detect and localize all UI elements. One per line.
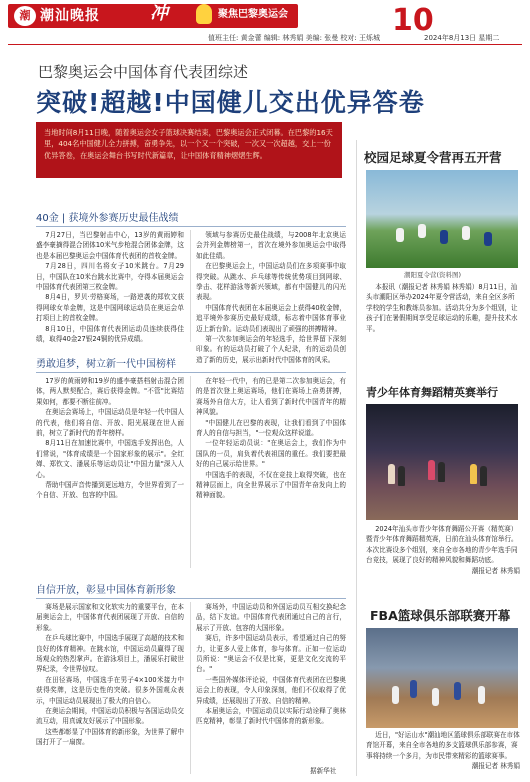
brand-name: 潮汕晚报 [40, 8, 100, 24]
section-heading-3: 自信开放，彰显中国体育新形象 [36, 585, 176, 596]
section-2-column-2 [196, 376, 346, 568]
lead-text: 当地时间8月11日晚，随着奥运会女子篮球决赛结束，巴黎奥运会正式闭幕。在巴黎的16天里，404名中国健儿全力拼搏，奋勇争先，以一个又一个突破，一次又一次超越，交上一份优异答卷，在奥运会舞台书写时代新篇章，让中国体育精神熠熠生辉。 [44, 128, 333, 160]
paragraph: 中国体育代表团在本届奥运会上获得40枚金牌，追平境外参赛历史最好成绩，标志着中国体育事业迈上新台阶。运动员们表现出了顽强的拼搏精神。 [196, 303, 346, 333]
section-heading-2: 勇敢追梦，树立新一代中国榜样 [36, 359, 176, 370]
mascot-icon [196, 4, 212, 24]
paragraph: 领域与参赛历史最佳战绩，与2008年北京奥运会并列金牌榜第一，首次在境外参加奥运会中取得如此佳绩。 [196, 231, 346, 260]
paragraph: 8月10日，中国体育代表团运动员连续获得佳绩，取得40金27银24铜的优异成绩。 [36, 324, 184, 344]
section-1-column-2 [196, 230, 346, 364]
football-camp-photo [366, 170, 518, 268]
paragraph: 赛场外，中国运动员和外国运动员互相交换纪念品，结下友谊。中国体育代表团通过自己的言行，展示了开放、包容的大国形象。 [196, 603, 346, 632]
paragraph: 第一次参加奥运会的年轻选手，给世界留下深刻印象。有的运动员打破了个人纪录，有的运动员创造了新的历史，展示出新时代中国体育的风采。 [196, 335, 346, 364]
issue-date: 2024年8月13日 星期二 [424, 34, 500, 42]
paragraph: 8月11日在加速比赛中，中国选手发挥出色，人们常说，"体育成绩是一个国家形象的展示"。全红婵、郑钦文、潘展乐等运动员让"中国力量"深入人心。 [36, 439, 184, 479]
section-rule-3 [36, 598, 346, 599]
column-divider [190, 230, 191, 342]
right-story-1-body: 本报讯（潮报记者 林秀娟 林秀娟）8月11日，汕头市潮阳区举办2024年夏令营活动，来自全区多所学校的学生和教练员参加。活动共分为多个组别，让孩子们在暑假期间享受足球运动的乐趣，提升技术水平。 [366, 283, 518, 333]
paragraph: 在奥运会赛场上，中国运动员是年轻一代中国人的代表，他们将自信、开放、阳光展现在世人面前，树立了新时代的青年榜样。 [36, 408, 184, 438]
section-3-byline: 据新华社 [310, 767, 337, 775]
paragraph: 一位年轻运动员说："在奥运会上，我们作为中国队的一员，肩负着代表祖国的重任。我们要把最好的自己展示给世界。" [196, 439, 346, 469]
main-column-divider [356, 140, 357, 776]
paragraph: 本届奥运会，中国运动员以实际行动诠释了奥林匹克精神，彰显了新时代中国体育的新形象。 [196, 707, 346, 726]
paragraph: 赛场是展示国家和文化软实力的重要平台，在本届奥运会上，中国体育代表团展现了开放、自信的形象。 [36, 603, 184, 632]
paragraph: 在巴黎奥运会上，中国运动员们在多项赛事中取得突破。从跳水、乒乓球等传统优势项目到网球、拳击、花样游泳等新兴领域，都有中国健儿的闪光表现。 [196, 262, 346, 302]
right-story-1-heading: 校园足球夏令营再五开营 [364, 150, 502, 165]
paragraph: 中国选手的表现，不仅在竞技上取得突破，也在精神层面上，向全世界展示了中国青年奋发向上的精神面貌。 [196, 470, 346, 500]
body-text: 近日，"好运山水"潮汕地区篮球俱乐部联赛在市体育馆开幕，来自全市各地的多支篮球俱乐部参赛，赛事将持续一个多月，为市民带来精彩的篮球赛事。 [366, 731, 520, 760]
section-rule-1 [36, 226, 346, 227]
section-rule-2 [36, 372, 346, 373]
paragraph: 在田径赛场，中国选手在男子4×100米接力中获得奖牌，这是历史性的突破。很多外国观众表示，中国运动员展现出了极大的自信心。 [36, 675, 184, 705]
right-story-3-heading: FBA篮球俱乐部联赛开幕 [370, 608, 511, 623]
paragraph: 赛后，许多中国运动员表示，希望通过自己的努力，让更多人爱上体育，参与体育。正如一位运动员所说："奥运会不仅是比赛，更是文化交流的平台。" [196, 634, 346, 674]
paragraph: 一些国外媒体评论说，中国体育代表团在巴黎奥运会上的表现，令人印象深刻，他们不仅取得了优异成绩，还展现出了开放、自信的精神。 [196, 675, 346, 705]
column-divider [190, 602, 191, 774]
headline-kicker: 巴黎奥运会中国体育代表团综述 [38, 63, 249, 81]
byline: 潮报记者 林秀娟 [471, 762, 520, 771]
page-number: 10 [392, 3, 434, 38]
dance-competition-photo [366, 404, 518, 520]
right-story-3-body [366, 730, 520, 776]
paragraph: 在乒乓球比赛中，中国选手展现了高超的技术和良好的体育精神。在跳水馆，中国运动员赢得了现场观众的热烈掌声。在游泳项目上，潘展乐打破世界纪录，令世界惊叹。 [36, 634, 184, 674]
paragraph: 这些都彰显了中国体育的新形象，为世界了解中国打开了一扇窗。 [36, 727, 184, 747]
right-story-2-heading: 青少年体育舞蹈精英赛举行 [366, 386, 498, 399]
section-2-column-1 [36, 376, 184, 568]
paragraph: 帮助中国声音传播到更远地方，令世界看到了一个自信、开放、包容的中国。 [36, 481, 184, 500]
basketball-photo [366, 628, 518, 728]
paragraph: 在奥运会期间，中国运动员积极与各国运动员交流互动，用真诚友好展示了中国形象。 [36, 707, 184, 726]
section-1-column-1 [36, 230, 184, 342]
masthead-rule [8, 44, 522, 45]
column-divider [190, 376, 191, 568]
column-subtitle: 聚焦巴黎奥运会 [218, 9, 288, 20]
right-story-2-body [366, 524, 520, 576]
brand-logo-icon: 潮 [14, 6, 36, 26]
staff-credits: 值班主任: 黄金蕾 编辑: 林秀娟 美编: 张曼 校对: 王烁城 [208, 34, 381, 42]
section-3-column-2 [196, 602, 346, 764]
paragraph: 17岁的黄雨婷和19岁的盛李豪搭档射击混合团体，两人默契配合，赛后获得金牌。"不管"比赛结果如何，都要不断往前冲。 [36, 377, 184, 406]
page-headline: 突破!超越!中国健儿交出优异答卷 [36, 88, 425, 117]
section-heading-1: 40金 | 获境外参赛历史最佳战绩 [36, 213, 179, 224]
paragraph: 7月27日，当巴黎射击中心，13岁的黄雨婷和盛李豪摘得混合团体10米气步枪混合团体金牌，这也是本届巴黎奥运会中国体育代表团的首枚金牌。 [36, 231, 184, 260]
section-3-column-1 [36, 602, 184, 774]
body-text: 2024年汕头市青少年体育舞蹈公开赛（精英赛）暨青少年体育舞蹈精英赛，日前在汕头体育馆举行。本次比赛设多个组别，来自全市各地的青少年选手同台竞技，展现了良好的精神风貌和舞蹈功底。 [366, 525, 518, 565]
paragraph: 7月28日，四川名将女子10米跳台。7月29日，中国队在10米台跳水比赛中，夺得本届奥运会中国体育代表团第三枚金牌。 [36, 262, 184, 292]
photo-caption: 潮阳夏令营(资料图) [404, 271, 462, 279]
column-name: 冲 [150, 3, 168, 24]
byline: 潮报记者 林秀娟 [471, 566, 520, 575]
paragraph: "中国健儿在巴黎的表现，让我们看到了中国体育人的自信与担当，"一位观众这样说道。 [196, 418, 346, 438]
paragraph: 在年轻一代中，有的已是第二次参加奥运会，有的是首次登上奥运赛场，他们在赛场上奋勇拼搏，赛场外自信大方，让人看到了新时代中国青年的精神风貌。 [196, 377, 346, 417]
paragraph: 8月4日，罗贝·劳格赛场，一路逆袭的郑钦文获得网球女单金牌，这是中国网球运动员在奥运会单打项目上的首枚金牌。 [36, 293, 184, 323]
